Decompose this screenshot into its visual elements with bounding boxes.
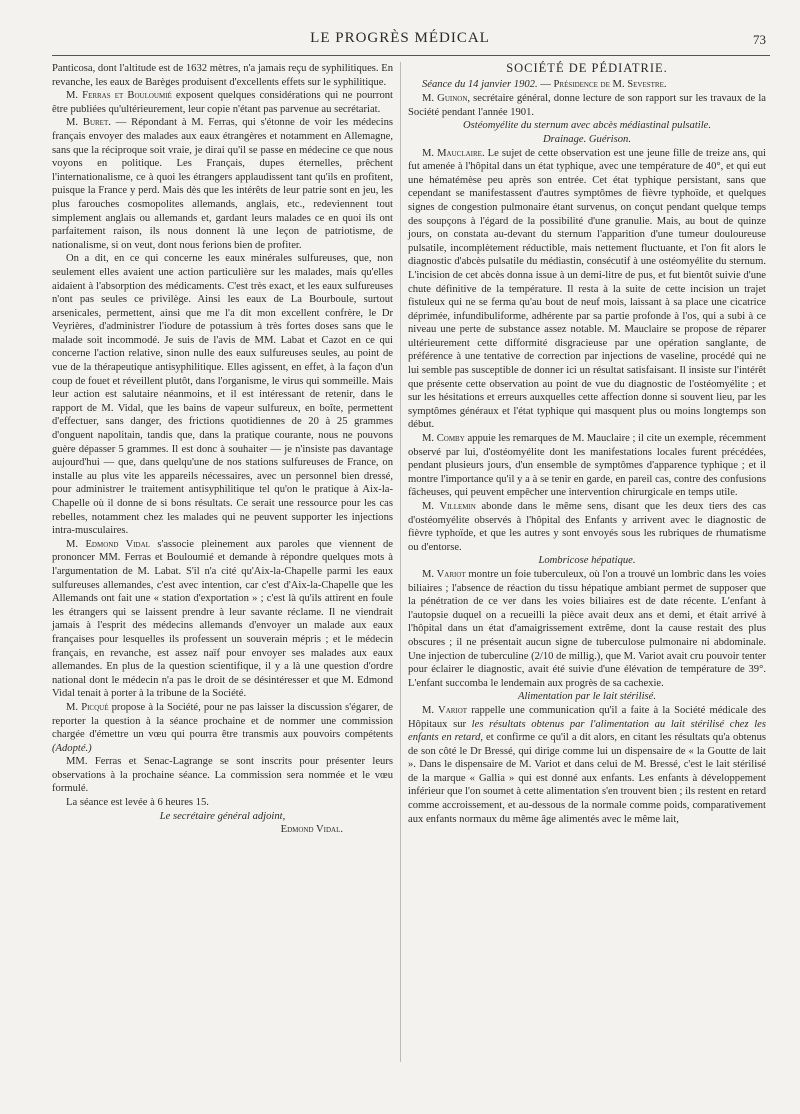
subtitle: Ostéomyélite du sternum avec abcès médiastinal pulsatile. bbox=[462, 120, 712, 132]
adopted-note: (Adopté.) bbox=[52, 742, 92, 754]
right-column bbox=[408, 62, 766, 826]
paragraph: On a dit, en ce qui concerne les eaux minérales sulfureuses, que, non seulement elles avaient une action particulière sur les malades, mais qu'elles aidaient à l'absorption des médicaments. C'est très exact, et les eaux sulfureuses n'ont pas seules ce privilège. Ainsi les eaux de La Bourboule, surtout arsenicales, permettent, ainsi que me l'a dit mon excellent confrère, le Dr Veyrières, d'administrer l'iodure de potassium à très fortes doses sans que le malade soit incommodé. Je suis de l'avis de MM. Labat et Cazot en ce qui concerne l'action relative, sinon nulle des eaux sulfureuses seules, au point de vue de la thérapeutique antisyphilitique. Elles agissent, en effet, à la façon d'un coup de fouet et réveillent plutôt, dans l'organisme, le virus qui sommeille. Mais leur action est salutaire néanmoins, et il est intéressant de retenir, dans le rapport de M. Vidal, que les bains de vapeur sulfureux, en boîte, permettent d'effectuer, sans danger, des frictions quotidiennes de 20 à 25 grammes d'onguent napolitain, tandis que, dans la pratique courante, nous ne pouvons guère dépasser 5 grammes. Il est donc à souhaiter — je n'insiste pas davantage aujourd'hui — que, dans quelqu'une de nos stations sulfureuses de France, on installe au plus vite les appareils nécessaires, avec un personnel bien dressé, pour administrer le traitement antisyphilitique tel qu'on le pratique à Aix-la-Chapelle où il donne de si bons résultats. Ce serait une ressource pour les cas rebelles, notamment chez les malades qui ne peuvent supporter les injections intra-musculaires. bbox=[52, 253, 393, 537]
subtitle: Drainage. Guérison. bbox=[543, 133, 631, 145]
paragraph-text: s'associe pleinement aux paroles que viennent de prononcer MM. Ferras et Bouloumié et demande à répondre quelques mots à l'argumentation de M. Labat. S'il n'a cité qu'Aix-la-Chapelle parmi les eaux sulfureuses allemandes, c'est avec intention, car c'est d'Aix-la-Chapelle que les Allemands ont fait une « station d'exportation » ; c'est là qu'ils attirent en foule les étrangers qui se laissent prendre à leur savante réclame. Il ne viendrait jamais à l'esprit des médecins allemands d'envoyer un malade aux eaux françaises pour lesquelles ils professent un souverain mépris ; et le médecin français, en revanche, est assez naïf pour envoyer ses malades aux eaux allemandes. En plus de la question scientifique, il y a là une question d'ordre national dont le médecin n'a pas le droit de se désintéresser et que M. Edmond Vidal tenait à porter à la tribune de la Société. bbox=[52, 538, 393, 700]
paragraph-text: propose à la Société, pour ne pas laisser la discussion s'égarer, de reporter la question à la séance prochaine et de nommer une commission chargée d'émettre un vœu qui pourra être transmis aux pouvoirs compétents bbox=[52, 701, 394, 741]
paragraph bbox=[52, 538, 393, 701]
paragraph-text: exposent quelques considérations qui ne pourront être publiées qu'ultérieurement, leur copie n'étant pas parvenue au secrétariat. bbox=[52, 90, 394, 115]
speaker-name: M. Edmond Vidal bbox=[66, 538, 150, 550]
paragraph bbox=[408, 432, 766, 500]
paragraph bbox=[408, 704, 766, 826]
signature-name: Edmond Vidal. bbox=[280, 824, 343, 836]
paragraph bbox=[408, 500, 766, 554]
session-line bbox=[408, 78, 766, 92]
session-presidency: — Présidence de M. Sevestre. bbox=[537, 78, 667, 90]
paragraph-text: montre un foie tuberculeux, où l'on a trouvé un lombric dans les voies biliaires ; l'absence de réaction du tissu hépatique ambiant permet de supposer que la pénétration de ce ver dans les voies biliaires est de date récente. L'enfant à l'autopsie duquel on a recueilli la pièce avait deux ans et demi, et était arrivé à l'hôpital dans un état d'amaigrissement extrême, dont la cause restait des plus obscures ; il ne présentait aucun signe de tuberculose pulmonaire ni abdominale. Une injection de tuberculine (2/10 de millig.), que M. Variot avait cru pouvoir tenter pour éclairer le diagnostic, avait été suivie d'une élévation de température de 39°. L'enfant succomba le lendemain aux progrès de sa cachexie. bbox=[408, 568, 766, 689]
subtitle: Lombricose hépatique. bbox=[538, 555, 636, 567]
paragraph: Panticosa, dont l'altitude est de 1632 mètres, n'a jamais reçu de syphilitiques. En revanche, les eaux de Barèges produisent d'excellents effets sur le syphilitique. bbox=[52, 63, 393, 88]
paragraph-text: Le sujet de cette observation est une jeune fille de treize ans, qui fut amenée à l'hôpital dans un état typhique, avec une température de 40°, et qui eut une hématémèse peu après son entrée. Cet état typhique persistant, sans que cependant se manifestassent d'autres symptômes de fièvre typhoïde, et quelques signes de congestion pulmonaire étant survenus, on conçut pendant quelque temps des soupçons à l'égard de la possibilité d'une granulie. Mais, au bout de quinze jours, on constata au-devant du sternum l'apparition d'une tumeur douloureuse pulsatile, incomplètement réductible, mais nettement fluctuante, et l'on fit alors le diagnostic d'abcès pulsatile du médiastin, consécutif à une ostéomyélite du sternum. L'incision de cet abcès donna issue à un demi-litre de pus, et fut bientôt suivie d'une chute définitive de la température. Il resta à la suite de cette incision un trajet fistuleux qui ne se ferma qu'au bout de neuf mois, laissant à sa place une cicatrice déprimée, infundibuliforme, adhérente par sa partie profonde à l'os, qui a subi à ce niveau une perte de substance assez notable. M. Mauclaire se propose de réparer ultérieurement cette difformité disgracieuse par une opération sanglante, de préférence à une tentative de correction par injections de vaseline, procédé qui ne lui semble pas susceptible de donner ici un résultat satisfaisant. Il insiste sur l'intérêt que présente cette observation au point de vue du diagnostic de l'ostéomyélite ; et sur les hésitations et erreurs auxquelles cette affection donne si souvent lieu, par les symptômes généraux et l'état typhique qui masquent plus ou moins longtemps son début. bbox=[408, 147, 766, 431]
speaker-name: M. Picqué bbox=[66, 701, 109, 713]
left-column bbox=[52, 62, 393, 837]
header-rule bbox=[52, 55, 770, 56]
speaker-name: M. Buret. bbox=[66, 117, 111, 129]
paragraph bbox=[408, 568, 766, 690]
session-date: Séance du 14 janvier 1902. bbox=[422, 78, 538, 90]
italic-phrase: les résultats obtenus par l'alimentation au lait stérilisé chez les enfants en retard, bbox=[408, 718, 767, 744]
speaker-name: M. Villemin bbox=[422, 501, 476, 512]
paragraph bbox=[52, 116, 393, 252]
paragraph-text: appuie les remarques de M. Mauclaire ; il cite un exemple, récemment observé par lui, d'ostéomyélite dont les manifestations locales furent précédées, pendant plusieurs jours, d'un ensemble de symptômes d'apparence typhique ; et il montre l'importance qu'il y a à se tenir en garde, en pareil cas, contre des confusions fâcheuses, qui peuvent empêcher une intervention chirurgicale en temps utile. bbox=[408, 433, 767, 499]
paragraph bbox=[408, 147, 766, 432]
paragraph-text: abonde dans le même sens, disant que les deux tiers des cas d'ostéomyélite observés à l'hôpital des Enfants y arrivent avec le diagnostic de fièvre typhoïde, et que les autres y sont envoyés sous les rubriques de rhumatisme ou d'entorse. bbox=[408, 501, 766, 553]
paragraph bbox=[408, 92, 766, 119]
paragraph bbox=[52, 89, 393, 116]
running-header bbox=[0, 30, 800, 52]
paragraph: MM. Ferras et Senac-Lagrange se sont inscrits pour présenter leurs observations à la prochaine séance. La commission sera nommée et le vœu formulé. bbox=[52, 756, 393, 795]
paragraph: La séance est levée à 6 heures 15. bbox=[66, 797, 209, 809]
journal-title: LE PROGRÈS MÉDICAL bbox=[310, 30, 490, 46]
speaker-name: M. Ferras et Bouloumié bbox=[66, 90, 172, 102]
page-number: 73 bbox=[753, 32, 766, 47]
speaker-name: M. Guinon, bbox=[422, 93, 471, 105]
speaker-name: M. Comby bbox=[422, 433, 465, 445]
paragraph-text: et confirme ce qu'il a dit alors, en citant les résultats qu'a obtenus de son côté le Dr Bressé, qui dirige comme lui un dispensaire de « la Goutte de lait ». Dans le dispensaire de M. Variot et dans celui de M. Bressé, c'est le lait stérilisé de la marque « Gallia » qui est donné aux enfants. Les enfants à développement inférieur que l'on soumet à cette alimentation s'en trouvent bien ; ils restent en retard comme accroissement, et au-dessous de la normale comme poids, comparativement aux enfants normaux du même âge alimentés avec le même lait, bbox=[408, 732, 766, 825]
speaker-name: M. Variot bbox=[422, 704, 468, 716]
speaker-name: M. Mauclaire. bbox=[422, 147, 485, 159]
paragraph-text: rappelle une communication qu'il a faite à la Société médicale des Hôpitaux sur bbox=[408, 704, 766, 730]
subtitle: Alimentation par le lait stérilisé. bbox=[517, 691, 656, 703]
speaker-name: M. Variot bbox=[422, 568, 466, 580]
signature-title: Le secrétaire général adjoint, bbox=[159, 810, 286, 822]
column-divider bbox=[400, 62, 401, 1062]
section-title: SOCIÉTÉ DE PÉDIATRIE. bbox=[506, 61, 668, 75]
paragraph-text: — Répondant à M. Ferras, qui s'étonne de voir les médecins français envoyer des malades aux eaux étrangères et notamment en Allemagne, sans que la réciproque soit vraie, je dirai qu'il se passe en médecine ce que nous voyons en politique. Les Français, dupes éternelles, prêchent l'internationalisme, ce à quoi les étrangers applaudissent tant qu'ils en profitent, puisque la France y perd. Mais dès que les intérêts de leur patrie sont en jeu, les plus farouches cosmopolites allemands, anglais, etc., redeviennent tout simplement anglais ou allemands et, gardant leurs malades ce en quoi ils ont parfaitement raison, ils nous donnent là une leçon de patriotisme, de nationalisme, si on veut, dont nous ferions bien de profiter. bbox=[52, 117, 393, 251]
paragraph bbox=[52, 701, 393, 755]
paragraph-text: secrétaire général, donne lecture de son rapport sur les travaux de la Société pendant l'année 1901. bbox=[408, 93, 766, 118]
